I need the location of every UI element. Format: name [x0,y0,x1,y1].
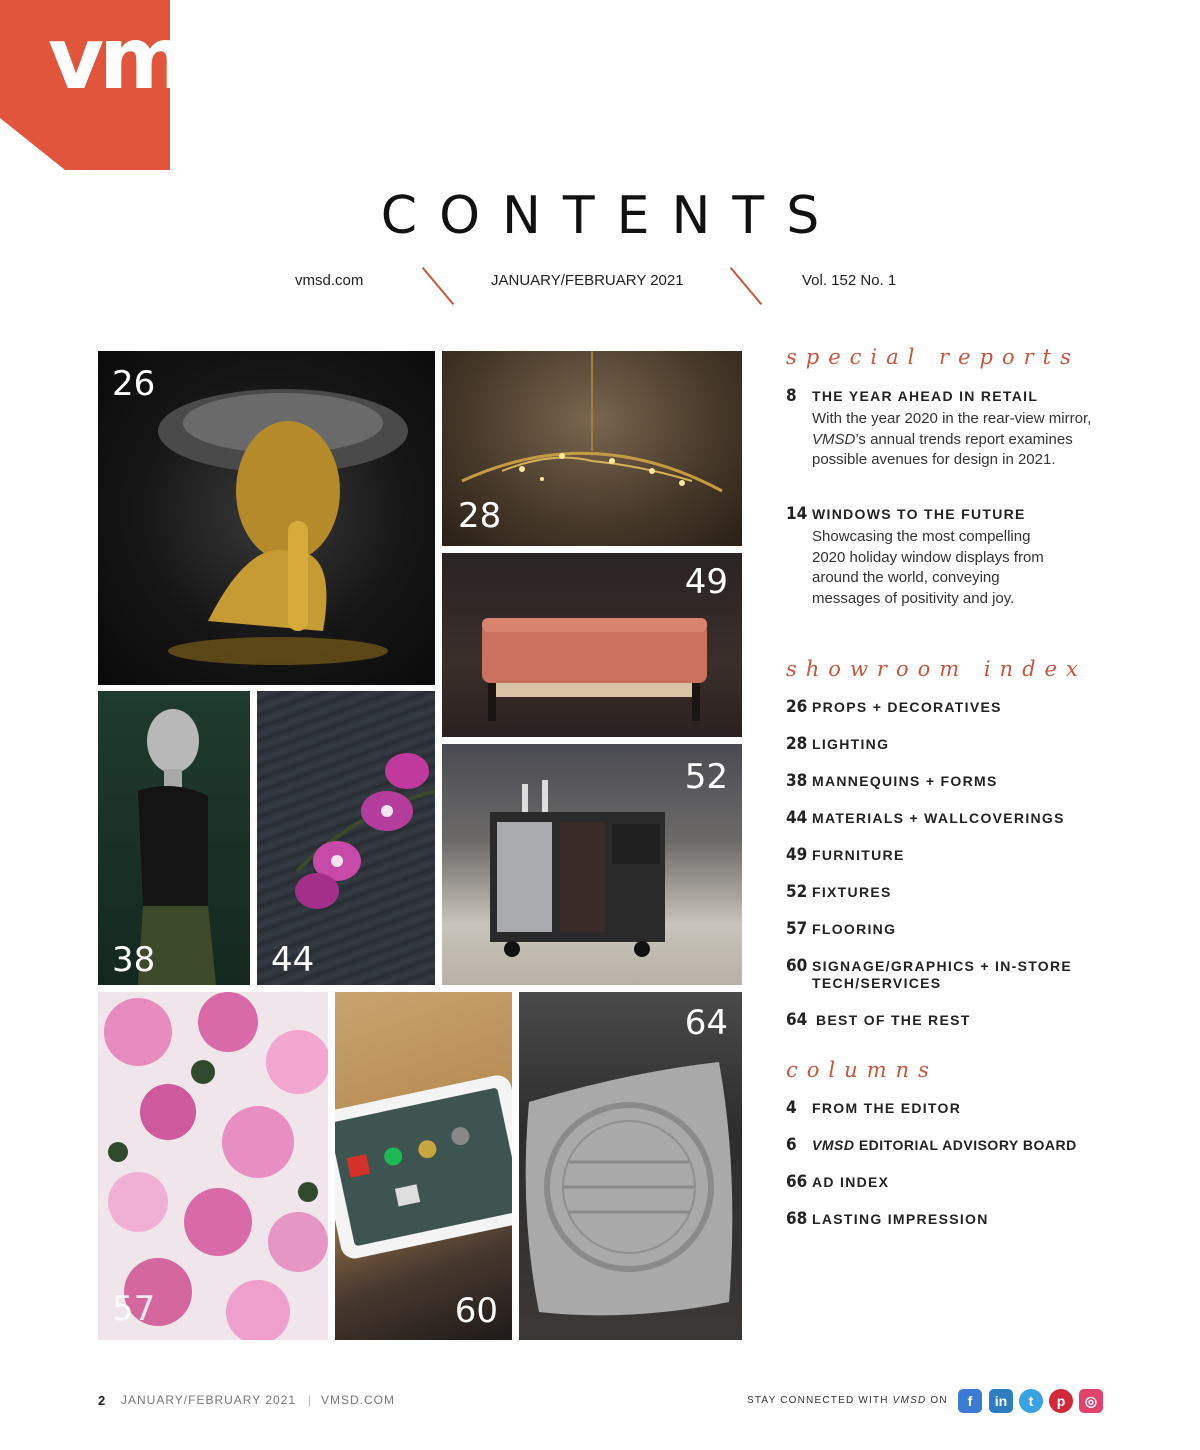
toc-page-number: 60 [786,956,808,976]
divider-slash [730,267,762,305]
divider-slash [422,267,454,305]
toc-page-number: 4 [786,1098,797,1118]
vmsd-logo[interactable]: vmsd [48,9,287,109]
rose-pattern-image [98,992,328,1340]
toc-page-number: 8 [786,386,797,406]
folio-site-link[interactable]: VMSD.COM [321,1393,395,1407]
toc-page-number: 57 [786,919,808,939]
toc-page-number: 28 [786,734,808,754]
folio-separator: | [308,1393,313,1407]
toc-page-number: 14 [786,504,808,524]
stay-connected-label: STAY CONNECTED WITH VMSD ON [747,1395,948,1406]
toc-entry[interactable] [786,884,1106,901]
twitter-icon[interactable]: t [1019,1389,1043,1413]
volume-number: Vol. 152 No. 1 [802,272,897,289]
page-number-label: 60 [454,1291,498,1331]
toc-title: FROM THE EDITOR [812,1100,962,1116]
toc-title: AD INDEX [812,1174,890,1190]
instagram-icon[interactable]: ◎ [1079,1389,1103,1413]
toc-page-number: 38 [786,771,808,791]
photo-signage-tech[interactable] [335,992,512,1340]
special-reports-heading: special reports [786,345,1080,369]
toc-entry[interactable] [786,958,1086,992]
toc-title: FLOORING [812,921,897,937]
page-number-label: 26 [112,364,156,404]
showroom-index-heading: showroom index [786,657,1087,681]
photo-furniture[interactable] [442,553,742,737]
photo-best-of-rest[interactable] [519,992,742,1340]
page-number-label: 52 [684,757,728,797]
toc-entry[interactable] [786,1211,1106,1228]
photo-fixtures[interactable] [442,744,742,985]
toc-title: PROPS + DECORATIVES [812,699,1002,715]
toc-page-number: 64 [786,1010,808,1030]
page-number-label: 64 [684,1003,728,1043]
toc-page-number: 26 [786,697,808,717]
photo-materials[interactable] [257,691,435,985]
toc-page-number: 52 [786,882,808,902]
toc-entry[interactable] [786,921,1106,938]
toc-entry[interactable] [786,388,1106,471]
toc-entry[interactable] [786,699,1106,716]
toc-title: FURNITURE [812,847,905,863]
toc-title: BEST OF THE REST [816,1012,971,1028]
photo-mannequins[interactable] [98,691,250,985]
columns-heading: columns [786,1058,938,1082]
toc-entry[interactable] [786,1174,1106,1191]
page-number-label: 57 [112,1289,156,1329]
photo-flooring[interactable] [98,992,328,1340]
issue-date: JANUARY/FEBRUARY 2021 [491,272,684,289]
toc-entry[interactable] [786,506,1106,609]
toc-description: Showcasing the most compelling 2020 holiday window displays from around the world, conveying messages of positivity and joy. [812,528,1044,607]
toc-title: LASTING IMPRESSION [812,1211,989,1227]
toc-page-number: 68 [786,1209,808,1229]
linkedin-icon[interactable]: in [989,1389,1013,1413]
toc-entry[interactable] [786,1137,1106,1154]
toc-title: THE YEAR AHEAD IN RETAIL [812,388,1039,404]
toc-entry[interactable] [786,1012,1106,1029]
page-number-label: 44 [271,940,315,980]
folio-page-number: 2 [98,1393,107,1408]
toc-title: MANNEQUINS + FORMS [812,773,998,789]
toc-title: WINDOWS TO THE FUTURE [812,506,1026,522]
toc-entry[interactable] [786,1100,1106,1117]
pinterest-icon[interactable]: p [1049,1389,1073,1413]
toc-title: LIGHTING [812,736,890,752]
page-number-label: 38 [112,940,156,980]
toc-page-number: 44 [786,808,808,828]
page-number-label: 49 [684,562,728,602]
toc-page-number: 49 [786,845,808,865]
page-number-label: 28 [458,496,502,536]
toc-title: VMSD EDITORIAL ADVISORY BOARD [812,1137,1077,1153]
pillow-image [519,992,742,1340]
toc-entry[interactable] [786,736,1106,753]
toc-title: FIXTURES [812,884,892,900]
toc-entry[interactable] [786,773,1106,790]
tablet-image [335,992,512,1340]
folio-issue: JANUARY/FEBRUARY 2021 [121,1393,297,1407]
toc-page-number: 66 [786,1172,808,1192]
toc-description: With the year 2020 in the rear-view mirror, VMSD’s annual trends report examines possible avenues for design in 2021. [812,410,1092,469]
toc-title: SIGNAGE/GRAPHICS + IN-STORE TECH/SERVICES [812,958,1073,991]
photo-props-decoratives[interactable] [98,351,435,685]
toc-entry[interactable] [786,847,1106,864]
toc-page-number: 6 [786,1135,797,1155]
toc-entry[interactable] [786,810,1106,827]
page-title: CONTENTS [380,186,842,246]
toc-title: MATERIALS + WALLCOVERINGS [812,810,1065,826]
photo-lighting[interactable] [442,351,742,546]
website-link[interactable]: vmsd.com [295,272,364,289]
facebook-icon[interactable]: f [958,1389,982,1413]
